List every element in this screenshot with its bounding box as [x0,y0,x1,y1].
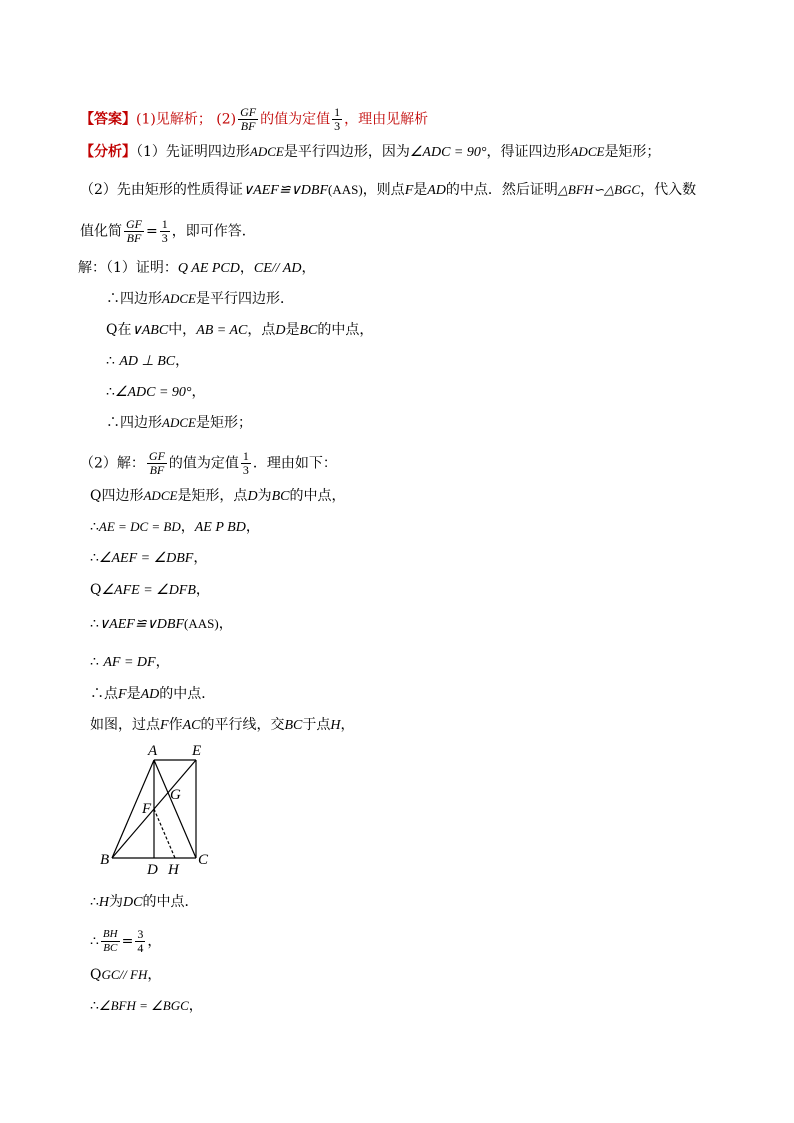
answer-fraction: $\frac{GF}{BF}$ [240,105,257,133]
answer-part2-mid: 的值为定值 [260,111,331,128]
solution-line-3: Q在∨ABC中，AB = AC，点D是BC的中点， [106,322,374,338]
segment-AC [154,760,196,858]
analysis-value-fraction: $\frac{1}{3}$ [161,217,168,245]
label-H: H [168,862,179,878]
analysis-line-2: （2）先由矩形的性质得证∨AEF≌∨DBF(AAS)，则点F是AD的中点．然后证明△BFH∽△BGC，代入数 [80,182,697,198]
part2-line-4: Q∠AFE = ∠DFB， [90,582,210,598]
label-A: A [148,743,158,759]
part2-line-5: ∴∨AEF≌∨DBF(AAS)， [90,616,233,632]
segment-FH-dashed [154,809,175,858]
answer-line [80,106,428,133]
solution-line-2: ∴四边形ADCE是平行四边形． [106,291,294,307]
analysis-fraction: $\frac{GF}{BF}$ [126,217,142,245]
answer-part2-tail: ，理由见解析 [344,111,429,128]
part2-line-7: ∴点F是AD的中点． [90,686,216,702]
ratio-fraction: $\frac{BH}{BC}$ [102,928,118,954]
solution-line-4: ∴ AD ⊥ BC， [106,353,190,369]
part2-value-fraction: $\frac{1}{3}$ [242,449,249,477]
part2-line-6: ∴ AF = DF， [90,654,170,670]
label-F: F [142,801,152,817]
ratio-value-fraction: $\frac{3}{4}$ [137,927,144,955]
solution-line-1: 解：（1）证明：Q AE PCD，CE// AD， [78,260,316,276]
answer-part1: (1)见解析； [136,111,212,128]
part2-line-8: 如图，过点F作AC的平行线，交BC于点H， [90,717,355,733]
part2-line-1: Q四边形ADCE是矩形，点D为BC的中点， [90,488,346,504]
label-C: C [198,852,209,868]
label-D: D [147,862,158,878]
analysis-label: 【分析】 [80,144,136,160]
label-E: E [192,743,202,759]
solution-line-5: ∴∠ADC = 90°， [106,384,206,400]
answer-part2-prefix: (2) [216,111,237,128]
analysis-line-3: 值化简 $\frac{GF}{BF}$ = $\frac{1}{3}$ ，即可作答． [80,217,256,245]
part2-line-2: ∴AE = DC = BD，AE P BD， [90,519,260,535]
part2-fraction: $\frac{GF}{BF}$ [148,449,165,477]
part2-line-10: ∴ $\frac{BH}{BC}$ = $\frac{3}{4}$ ， [90,927,162,955]
answer-value-fraction: $\frac{1}{3}$ [334,105,341,133]
answer-label: 【答案】 [80,111,136,128]
label-G: G [170,787,181,803]
geometry-figure [90,740,220,880]
part2-line-3: ∴∠AEF = ∠DBF， [90,550,208,566]
part2-line-11: QGC// FH， [90,967,162,983]
label-B: B [100,852,110,868]
part2-line-9: ∴H为DC的中点． [90,894,199,910]
analysis-line-1: 【分析】（1）先证明四边形ADCE是平行四边形，因为∠ADC = 90°，得证四边形ADCE是矩形； [80,144,661,160]
solution-part2-heading: （2）解： $\frac{GF}{BF}$ 的值为定值 $\frac{1}{3}$ ．理由如下： [80,449,337,477]
part2-line-12: ∴∠BFH = ∠BGC， [90,998,203,1014]
solution-line-6: ∴四边形ADCE是矩形； [106,415,252,431]
